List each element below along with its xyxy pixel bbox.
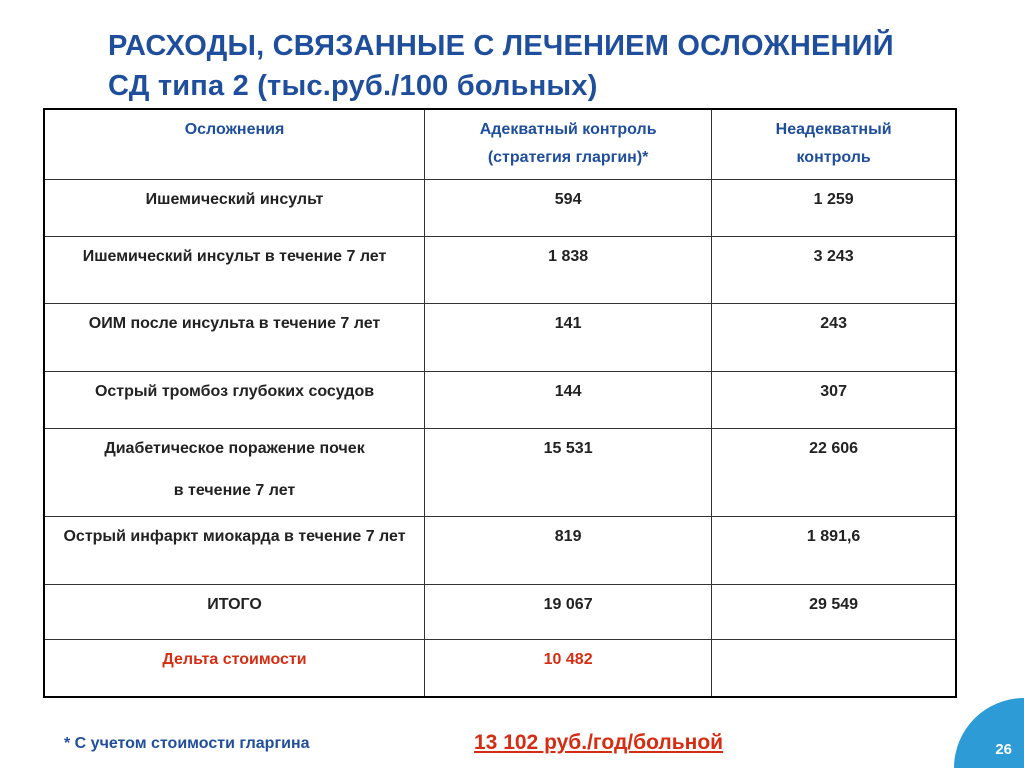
table-header-row	[44, 109, 956, 179]
row-label: Дельта стоимости	[44, 639, 425, 697]
row-label: Острый тромбоз глубоких сосудов	[44, 371, 425, 428]
cost-per-patient: 13 102 руб./год/больной	[474, 731, 724, 754]
table-row	[44, 428, 956, 516]
page-number: 26	[995, 741, 1012, 758]
row-inadequate: 1 259	[712, 179, 956, 236]
row-inadequate: 29 549	[712, 584, 956, 639]
row-inadequate: 1 891,6	[712, 516, 956, 584]
table-row	[44, 303, 956, 371]
corner-decoration	[954, 698, 1024, 768]
header-label: (стратегия гларгин)*	[487, 149, 649, 166]
header-label: Неадекватный	[775, 121, 892, 138]
slide-title	[108, 26, 988, 106]
row-adequate: 19 067	[425, 584, 712, 639]
table-row	[44, 236, 956, 303]
table-row-delta	[44, 639, 956, 697]
table-row-total	[44, 584, 956, 639]
row-inadequate: 243	[712, 303, 956, 371]
row-inadequate	[712, 639, 956, 697]
row-adequate: 1 838	[425, 236, 712, 303]
header-complications	[44, 109, 425, 179]
row-label-line: Диабетическое поражение почек	[104, 439, 365, 457]
row-label: ИТОГО	[44, 584, 425, 639]
row-label: Острый инфаркт миокарда в течение 7 лет	[44, 516, 425, 584]
row-inadequate: 307	[712, 371, 956, 428]
header-adequate	[425, 109, 712, 179]
header-inadequate	[712, 109, 956, 179]
row-adequate: 10 482	[425, 639, 712, 697]
row-adequate: 594	[425, 179, 712, 236]
cost-table	[43, 108, 957, 698]
header-label: Адекватный контроль	[479, 121, 657, 138]
title-line-1: РАСХОДЫ, СВЯЗАННЫЕ С ЛЕЧЕНИЕМ ОСЛОЖНЕНИЙ	[108, 30, 894, 62]
row-label	[44, 428, 425, 516]
header-label: Осложнения	[184, 121, 285, 138]
footnote: * С учетом стоимости гларгина	[64, 735, 310, 752]
row-label-line: в течение 7 лет	[173, 481, 296, 499]
row-inadequate: 22 606	[712, 428, 956, 516]
header-label: контроль	[796, 149, 871, 166]
row-label: ОИМ после инсульта в течение 7 лет	[44, 303, 425, 371]
row-label: Ишемический инсульт	[44, 179, 425, 236]
row-adequate: 15 531	[425, 428, 712, 516]
row-adequate: 141	[425, 303, 712, 371]
table-row	[44, 179, 956, 236]
table-row	[44, 371, 956, 428]
title-line-2: СД типа 2 (тыс.руб./100 больных)	[108, 70, 598, 102]
row-inadequate: 3 243	[712, 236, 956, 303]
row-adequate: 144	[425, 371, 712, 428]
row-label: Ишемический инсульт в течение 7 лет	[44, 236, 425, 303]
row-adequate: 819	[425, 516, 712, 584]
table-row	[44, 516, 956, 584]
